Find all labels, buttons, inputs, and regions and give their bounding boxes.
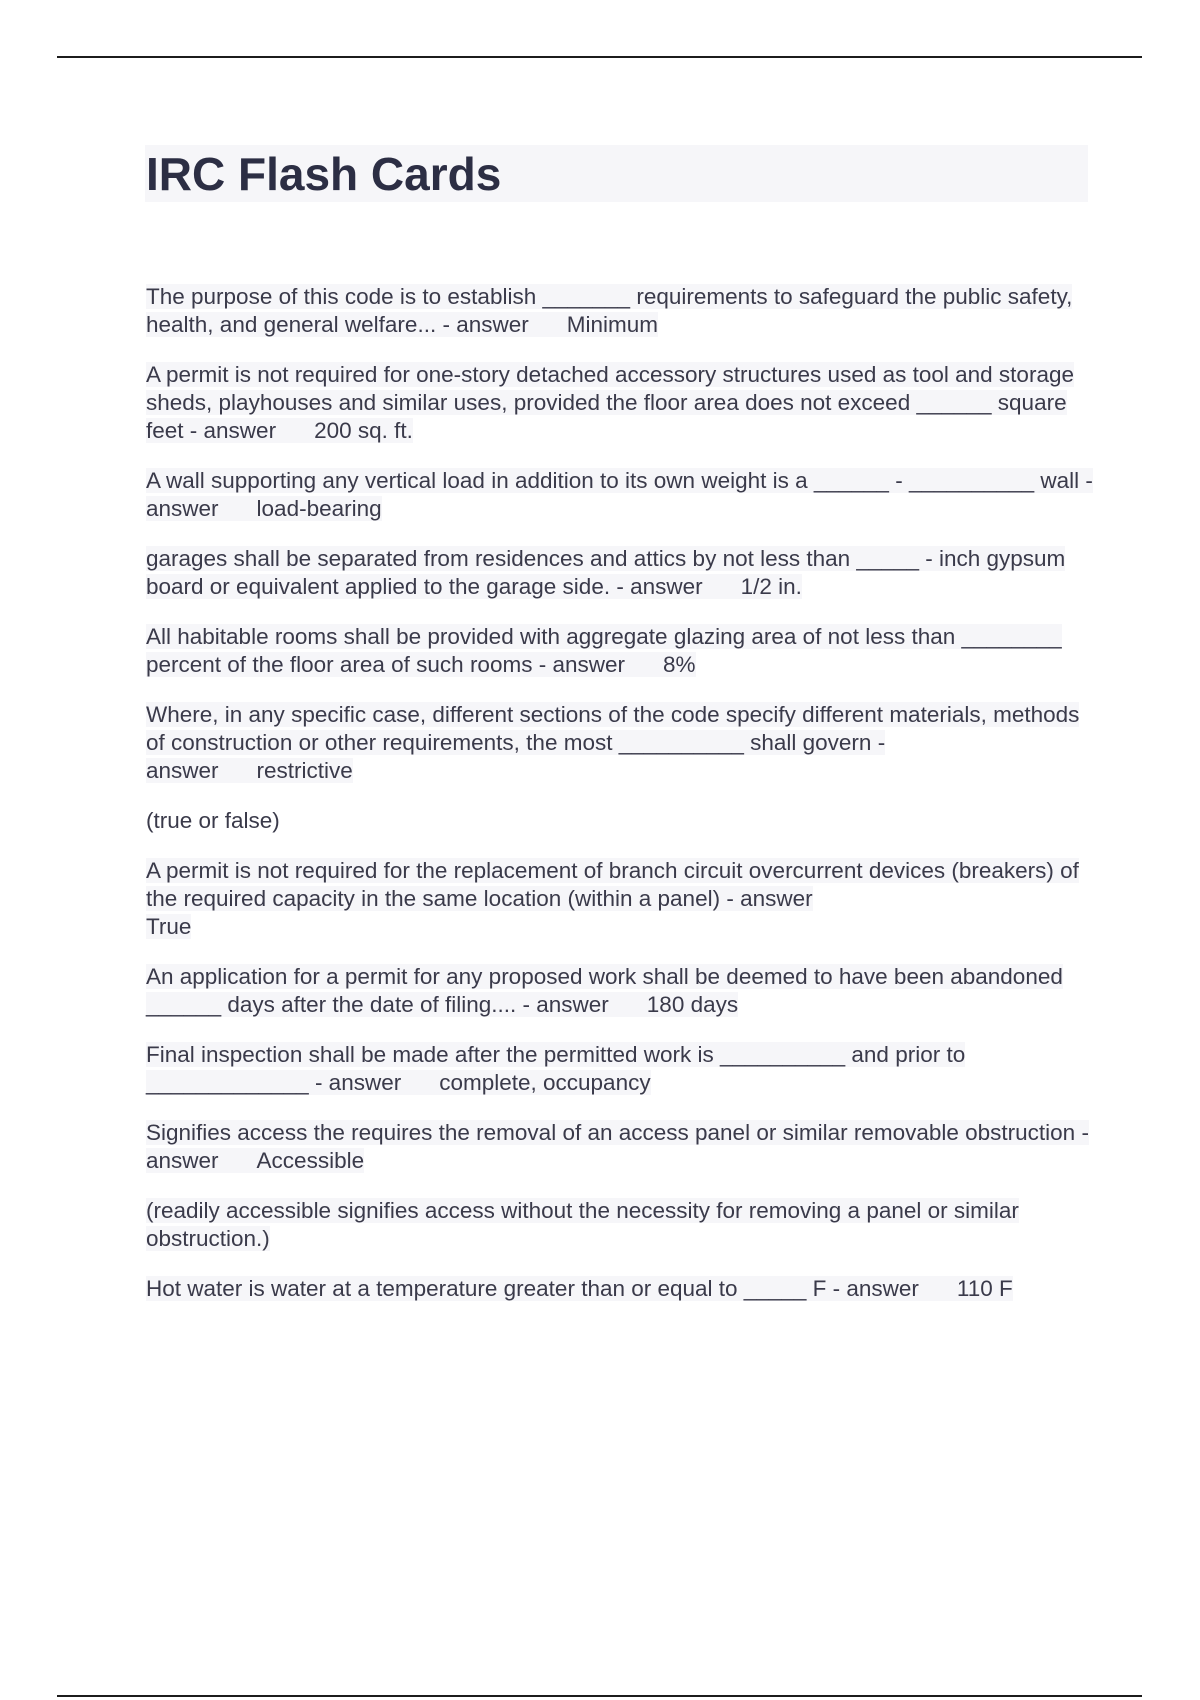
true-false-label: (true or false): [146, 808, 280, 833]
flash-card: [146, 545, 1096, 601]
answer-separator: - answer: [720, 886, 813, 911]
question-text: Final inspection shall be made after the permitted work is __________ and prior to _____________: [146, 1042, 966, 1095]
flash-card: [146, 467, 1096, 523]
question-text: An application for a permit for any proposed work shall be deemed to have been abandoned ______ days after the date of filing....: [146, 964, 1063, 1017]
answer-separator: - answer: [308, 1070, 402, 1095]
flash-card: [146, 1119, 1096, 1175]
answer-separator: - answer: [532, 652, 625, 677]
flash-card: [146, 857, 1096, 941]
bottom-rule: [57, 1695, 1142, 1697]
answer-separator: - answer: [146, 1120, 1089, 1173]
answer-text: complete, occupancy: [401, 1070, 650, 1095]
question-text: Where, in any specific case, different sections of the code specify different materials, methods of construction or other requirements, the most __________ shall govern: [146, 702, 1080, 755]
answer-text: 200 sq. ft.: [276, 418, 413, 443]
answer-text: 110 F: [919, 1276, 1013, 1301]
answer-separator: - answer: [146, 468, 1093, 521]
answer-text: 180 days: [609, 992, 738, 1017]
answer-separator: - answer: [146, 730, 886, 783]
answer-text: restrictive: [219, 758, 353, 783]
question-text: Signifies access the requires the removal of an access panel or similar removable obstruction: [146, 1120, 1076, 1145]
question-text: The purpose of this code is to establish _______ requirements to safeguard the public safety, health, and general welfare...: [146, 284, 1073, 337]
question-text: All habitable rooms shall be provided with aggregate glazing area of not less than ________ percent of the floor area of such rooms: [146, 624, 1062, 677]
answer-separator: - answer: [436, 312, 529, 337]
answer-separator: - answer: [183, 418, 277, 443]
question-text: A permit is not required for the replacement of branch circuit overcurrent devices (breakers) of the required capacity in the same location (within a panel): [146, 858, 1079, 911]
flash-card: [146, 361, 1096, 445]
answer-separator: - answer: [826, 1276, 919, 1301]
document-title: IRC Flash Cards: [146, 148, 502, 200]
flash-card: [146, 701, 1096, 785]
flash-card: [146, 963, 1096, 1019]
question-text: Hot water is water at a temperature greater than or equal to _____ F: [146, 1276, 827, 1301]
flash-card: [146, 283, 1096, 339]
answer-text: load-bearing: [219, 496, 382, 521]
top-rule: [57, 56, 1142, 58]
question-text: garages shall be separated from residences and attics by not less than _____ - inch gypsum board or equivalent applied to the garage side.: [146, 546, 1066, 599]
question-text: A wall supporting any vertical load in addition to its own weight is a ______ - __________ wall: [146, 468, 1080, 493]
note-text: [146, 1197, 1096, 1253]
note-body: (readily accessible signifies access without the necessity for removing a panel or similar obstruction.): [146, 1198, 1019, 1251]
answer-text: 1/2 in.: [703, 574, 802, 599]
answer-text: Accessible: [219, 1148, 365, 1173]
answer-text: Minimum: [529, 312, 658, 337]
flash-card: [146, 1041, 1096, 1097]
answer-text: 8%: [625, 652, 696, 677]
flash-card-list: [146, 283, 1096, 1325]
flash-card: [146, 1275, 1096, 1303]
answer-text: True: [146, 914, 192, 939]
question-text: A permit is not required for one-story detached accessory structures used as tool and storage sheds, playhouses and similar uses, provided the floor area does not exceed ______ square feet: [146, 362, 1074, 443]
answer-separator: - answer: [610, 574, 703, 599]
flash-card: [146, 623, 1096, 679]
answer-separator: - answer: [516, 992, 609, 1017]
